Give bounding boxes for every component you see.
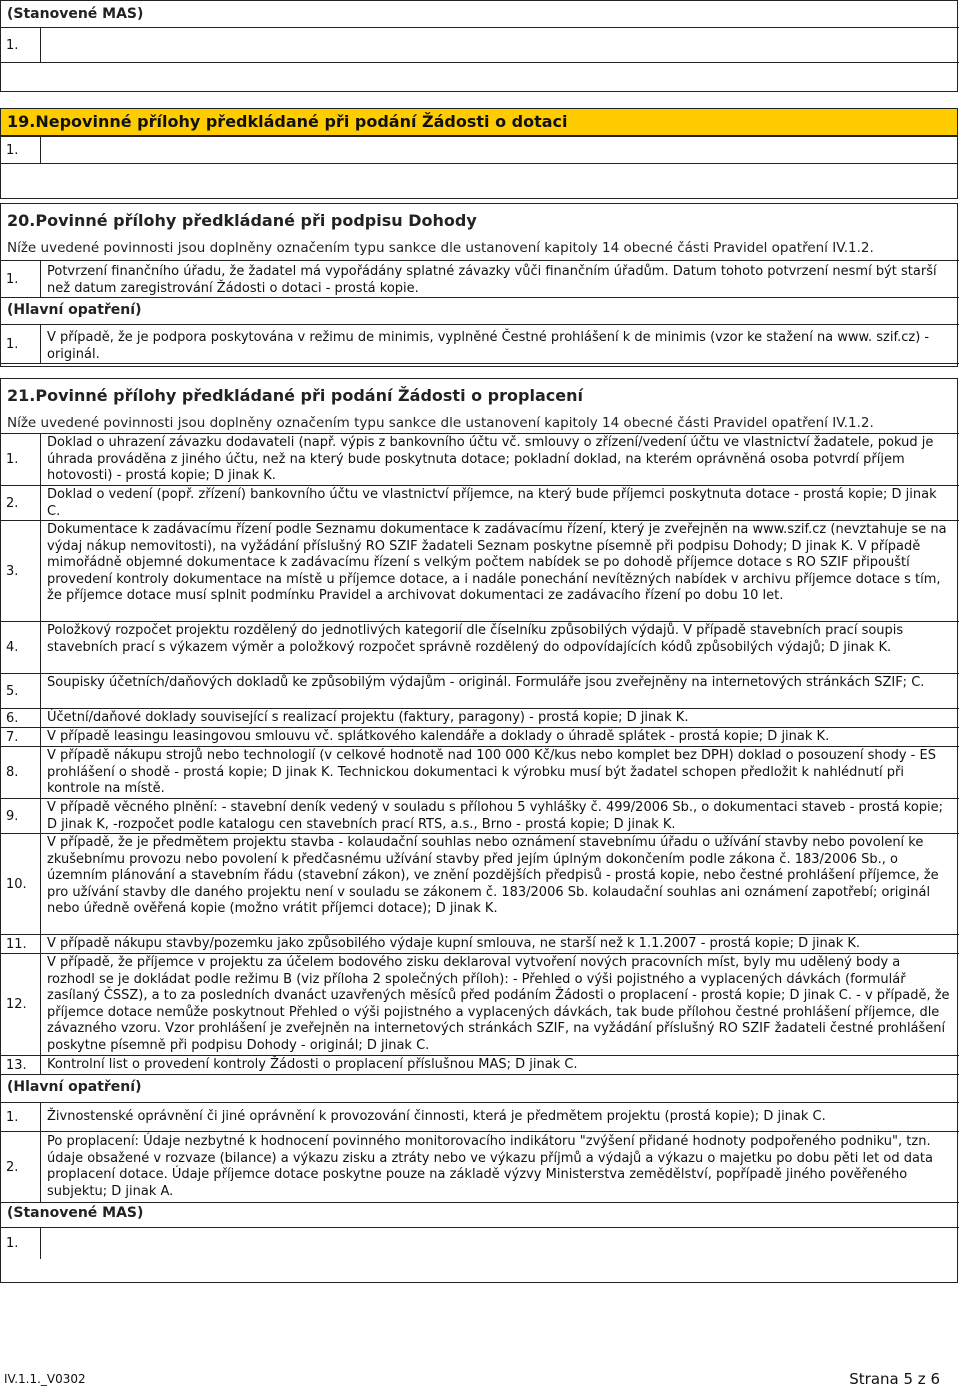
section-21-intro: Níže uvedené povinnosti jsou doplněny označením typu sankce dle ustanovení kapitoly 14 obecné části Pravidel opatření IV.1.2.: [7, 415, 874, 431]
list-item: [1, 520, 959, 622]
list-item: [1, 1227, 959, 1259]
section-19-header: 19.Nepovinné přílohy předkládané při podání Žádosti o dotaci: [0, 108, 958, 136]
list-item: [1, 708, 959, 728]
item-text: Potvrzení finančního úřadu, že žadatel má vypořádány splatné závazky vůči finančním úřadům. Datum tohoto potvrzení nesmí být starší než datum zaregistrování Žádosti o dotaci - prostá kopie.: [47, 264, 937, 296]
item-text: V případě, že je podpora poskytována v režimu de minimis, vyplněné Čestné prohlášení k de minimis (vzor ke stažení na www. szif.cz) - originál.: [47, 330, 930, 362]
list-item: [1, 746, 959, 799]
item-text: Účetní/daňové doklady související s realizací projektu (faktury, paragony) - prostá kopie; D jinak K.: [47, 710, 689, 725]
row-number: 4.: [1, 622, 41, 673]
row-number: 12.: [1, 954, 41, 1055]
footer-page-number: Strana 5 z 6: [849, 1370, 940, 1388]
item-text: Živnostenské oprávnění či jiné oprávnění k provozování činnosti, která je předmětem projektu (prostá kopie); D jinak C.: [47, 1109, 826, 1124]
item-text: Položkový rozpočet projektu rozdělený do jednotlivých kategorií dle číselníku způsobilých výdajů. V případě stavebních prací soupis stavebních prací s výkazem výměr a položkový rozpočet správně rozdělený do odpovídajících kódů způsobilých výdajů; D jinak K.: [47, 623, 904, 655]
row-number: 9.: [1, 799, 41, 833]
section-20-block: [0, 203, 958, 367]
row-number: 1.: [1, 434, 41, 485]
item-text: V případě nákupu strojů nebo technologií (v celkové hodnotě nad 100 000 Kč/kus nebo komplet bez DPH) doklad o posouzení shody - ES prohlášení o shodě - prostá kopie; D jinak K. Technickou dokumentaci k výrobku musí být žadatel schopen předložit k nahlédnutí při kontrole na místě.: [47, 748, 936, 796]
row-number: 8.: [1, 747, 41, 798]
list-item: [1, 727, 959, 747]
list-item: [1, 953, 959, 1056]
item-text: V případě, že je předmětem projektu stavba - kolaudační souhlas nebo oznámení stavebnímu úřadu o užívání stavby nebo povolení ke zkušebnímu provozu nebo povolení k předčasnému užívání stavby před jejím úplným dokončením podle zákona č. 183/2006 Sb., o územním plánování a stavebním řádu (stavební zákon), ve znění pozdějších předpisů - prostá kopie, nebo čestné prohlášení příjemce, že pro užívání stavby dle daného projektu není v souladu se zákonem č. 183/2006 Sb. kolaudační souhlas ani oznámení zapotřebí; originál nebo úředně ověřená kopie (možno vrátit příjemci dotace); D jinak K.: [47, 835, 939, 916]
section-21-title: 21.Povinné přílohy předkládané při podání Žádosti o proplacení: [7, 386, 583, 405]
row-number: 7.: [1, 728, 41, 746]
section-21-block: [0, 378, 958, 1283]
list-item: [1, 934, 959, 954]
hlavni-opatreni-label: (Hlavní opatření): [7, 1079, 142, 1095]
hlavni-opatreni-label: (Hlavní opatření): [7, 302, 142, 318]
item-text: Kontrolní list o provedení kontroly Žádosti o proplacení příslušnou MAS; D jinak C.: [47, 1057, 578, 1072]
row-number: 2.: [1, 1132, 41, 1202]
row-number: 1.: [1, 261, 41, 297]
row-number: 6.: [1, 709, 41, 727]
row-number: 1.: [1, 28, 41, 62]
row-number: 13.: [1, 1056, 41, 1074]
row-number: 11.: [1, 935, 41, 953]
list-item: [1, 260, 959, 298]
item-text: Dokumentace k zadávacímu řízení podle Seznamu dokumentace k zadávacímu řízení, který je zveřejněn na www.szif.cz (nevztahuje se na výdaj nákup nemovitosti), na vyžádání příslušný RO SZIF žadateli Seznam poskytne písemně při podpisu Dohody; D jinak K. V případě mimořádně objemné dokumentace k zadávacímu řízení s velkým počtem nabídek se po dohodě příjemce dotace s RO SZIF připouští provedení kontroly dokumentace na místě u příjemce dotace, a i nadále ponechání nevítězných nabídek v archivu příjemce dotace s tím, že příjemce dotace musí splnit podmínku Pravidel a archivovat dokumentaci ze zadávacího řízení po dobu 10 let.: [47, 522, 947, 603]
list-item: [1, 324, 959, 364]
list-item: [1, 1102, 959, 1132]
section-19-row: [0, 136, 958, 164]
list-item: [1, 433, 959, 486]
stanovene-label: (Stanovené MAS): [7, 1205, 144, 1221]
row-number: 1.: [1, 1103, 41, 1131]
section-19-blank: [0, 164, 958, 199]
item-text: V případě věcného plnění: - stavební deník vedený v souladu s přílohou 5 vyhlášky č. 499/2006 Sb., o dokumentaci staveb - prostá kopie; D jinak K, -rozpočet podle katalogu cen stavebních prací RTS, a.s., Brno - prostá kopie; D jinak K.: [47, 800, 944, 832]
list-item: [1, 485, 959, 521]
item-text: Po proplacení: Údaje nezbytné k hodnocení povinného monitorovacího indikátoru "zvýšení přidané hodnoty podpořeného podniku", tzn. údaje obsažené v rozvaze (bilance) a výkazu zisku a ztráty nebo ve výkazu příjmů a výdajů a výkazu o majetku po dobu pěti let od data proplacení dotace. Údaje příjemce dotace poskytne pouze na základě výzvy Ministerstva zemědělství, popřípadě jiného pověřeného subjektu; D jinak A.: [47, 1134, 933, 1199]
section-20-intro: Níže uvedené povinnosti jsou doplněny označením typu sankce dle ustanovení kapitoly 14 obecné části Pravidel opatření IV.1.2.: [7, 240, 874, 256]
item-text: V případě nákupu stavby/pozemku jako způsobilého výdaje kupní smlouva, ne starší než k 1.1.2007 - prostá kopie; D jinak K.: [47, 936, 861, 951]
footer-code: IV.1.1._V0302: [4, 1372, 86, 1386]
list-item: [1, 621, 959, 674]
row-number: 2.: [1, 486, 41, 520]
row-number: 1.: [1, 1228, 41, 1259]
list-item: [1, 833, 959, 935]
list-item: [1, 798, 959, 834]
stanovene-label: (Stanovené MAS): [7, 6, 144, 22]
item-text: Doklad o uhrazení závazku dodavateli (např. výpis z bankovního účtu vč. smlouvy o zřízení/vedení účtu ve vlastnictví žadatele, pokud je úhrada prováděna z jiného účtu, než na který bude poskytnuta dotace; pokladní doklad, na kterém oprávněná osoba potvrdí příjem hotovosti) - prostá kopie; D jinak K.: [47, 435, 934, 483]
row-number: 1.: [1, 137, 41, 163]
list-item: [1, 1055, 959, 1075]
list-item: [1, 673, 959, 709]
item-text: V případě leasingu leasingovou smlouvu vč. splátkového kalendáře a doklady o úhradě splátek - prostá kopie; D jinak K.: [47, 729, 830, 744]
row-number: 3.: [1, 521, 41, 621]
row-number: 10.: [1, 834, 41, 934]
top-stanovene-block: [0, 0, 958, 92]
list-item: [1, 1131, 959, 1203]
section-20-title: 20.Povinné přílohy předkládané při podpisu Dohody: [7, 211, 477, 230]
row-number: 1.: [1, 325, 41, 363]
item-text: Doklad o vedení (popř. zřízení) bankovního účtu ve vlastnictví příjemce, na který bude příjemci poskytnuta dotace - prostá kopie; D jinak C.: [47, 487, 937, 519]
item-text: V případě, že příjemce v projektu za účelem bodového zisku deklaroval vytvoření nových pracovních míst, byly mu udělený body a rozhodl se je dokládat podle režimu B (viz příloha 2 společných příloh): - Přehled o výši pojistného a vyplacených dávkách (formulář zasílaný ČSSZ), a to za posledních dvanáct uzavřených měsíců před podáním Žádosti o proplacení - prostá kopie; D jinak C. - v případě, že příjemce dotace nemůže poskytnout Přehled o výši pojistného a vyplacených dávkách, tak bude přílohou čestné prohlášení příjemce, dle závazného vzoru. Vzor prohlášení je zveřejněn na internetových stránkách SZIF, na vyžádání příslušný RO SZIF žadateli čestné prohlášení poskytne písemně při podpisu Dohody - originál; D jinak C.: [47, 955, 950, 1053]
item-text: Soupisky účetních/daňových dokladů ke způsobilým výdajům - originál. Formuláře jsou zveřejněny na internetových stránkách SZIF; C.: [47, 675, 925, 690]
top-row: [1, 27, 959, 63]
row-number: 5.: [1, 674, 41, 708]
